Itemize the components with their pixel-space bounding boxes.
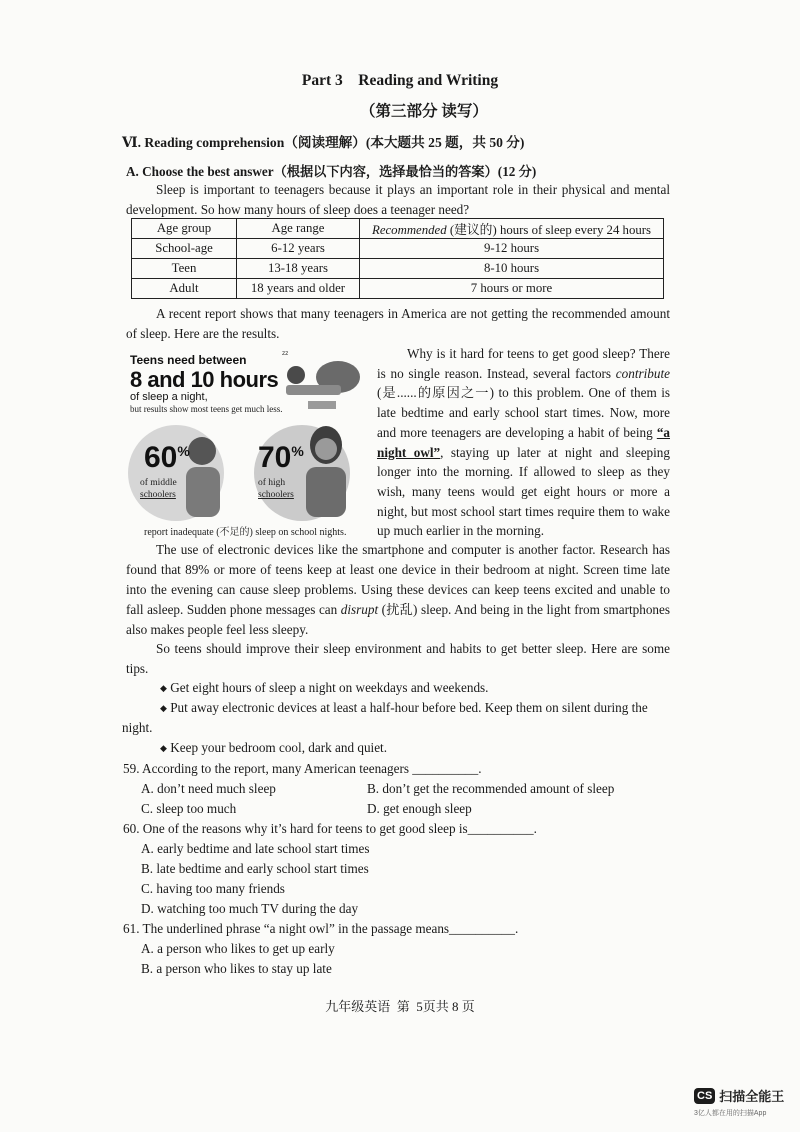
pct-high-label-a: of high: [258, 478, 286, 488]
table-header: Age range: [237, 219, 360, 239]
table-header-italic: Recommended: [372, 223, 447, 237]
tip-text: Keep your bedroom cool, dark and quiet.: [170, 740, 388, 755]
devices-text-2: (扰乱) sleep. And being in the light from smartphones also makes people feel less sleepy.: [126, 602, 670, 637]
word-contribute: contribute: [615, 365, 670, 381]
table-cell: Adult: [132, 279, 237, 299]
section-heading: Ⅵ. Reading comprehension（阅读理解）(本大题共 25 题，共 50 分): [122, 135, 525, 150]
table-cell: 13-18 years: [237, 259, 360, 279]
pct-middle: [144, 441, 190, 475]
option-59-c: C. sleep too much: [141, 801, 237, 816]
table-header-rest: (建议的) hours of sleep every 24 hours: [449, 223, 651, 237]
table-cell: 8-10 hours: [360, 259, 664, 279]
pct-high: [258, 441, 304, 475]
option-60-b: B. late bedtime and early school start times: [141, 861, 369, 876]
bullet-icon: ◆: [160, 703, 167, 713]
page-footer: 九年级英语 第 5页共 8 页: [325, 999, 475, 1014]
table-cell: 7 hours or more: [360, 279, 664, 299]
pct-middle-label-a: of middle: [140, 478, 177, 488]
infographic-line4: but results show most teens get much less.: [130, 404, 283, 414]
intro-paragraph: Sleep is important to teenagers because it plays an important role in their physical and mental development. So how many hours of sleep does a teenager need?: [126, 182, 670, 217]
student-image: [296, 421, 352, 521]
pct-symbol: %: [177, 443, 190, 459]
infographic-line3: of sleep a night,: [130, 391, 208, 403]
reasons-text-3: , staying up later at night and sleeping longer into the morning. If allowed to sleep as they wish, many teens would get eight hours or more a night, but most school start times require them to wake up much earlier in the morning.: [377, 444, 670, 539]
option-60-c: C. having too many friends: [141, 881, 285, 896]
option-59-a: A. don’t need much sleep: [141, 781, 276, 796]
bullet-icon: ◆: [160, 743, 167, 753]
infographic: [126, 345, 368, 540]
table-row: [132, 279, 664, 299]
report-paragraph: A recent report shows that many teenagers in America are not getting the recommended amount of sleep. Here are the results.: [126, 306, 670, 341]
question-59: 59. According to the report, many American teenagers __________.: [123, 761, 482, 776]
devices-paragraph: [126, 540, 670, 640]
table-cell: 9-12 hours: [360, 239, 664, 259]
option-59-b: B. don’t get the recommended amount of sleep: [367, 781, 615, 796]
table-row: [132, 259, 664, 279]
tip-text: Get eight hours of sleep a night on weekdays and weekends.: [170, 680, 489, 695]
table-header: Age group: [132, 219, 237, 239]
table-header-row: [132, 219, 664, 239]
infographic-line1: Teens need between: [130, 353, 247, 367]
table-cell: 18 years and older: [237, 279, 360, 299]
phrase-night-owl: “a night owl”: [377, 424, 670, 460]
scanner-watermark: [694, 1086, 784, 1118]
part-title: Part 3 Reading and Writing: [301, 72, 499, 89]
option-61-b: B. a person who likes to stay up late: [141, 961, 332, 976]
reasons-text-2: (是......的原因之一) to this problem. One of them is late bedtime and early school start times. Now, more and more teenagers are developing a habit of being: [377, 385, 670, 440]
tip-item: [160, 738, 670, 758]
scanner-name: 扫描全能王: [719, 1089, 785, 1104]
cs-logo-icon: CS: [694, 1088, 715, 1104]
table-header: [360, 219, 664, 239]
word-disrupt: disrupt: [340, 602, 379, 617]
question-61: 61. The underlined phrase “a night owl” in the passage means__________.: [123, 921, 519, 936]
pct-middle-value: 60: [144, 441, 178, 474]
sub-heading: A. Choose the best answer（根据以下内容，选择最恰当的答案）(12 分): [126, 164, 537, 179]
part-title-cn: （第三部分 读写）: [360, 103, 488, 120]
table-cell: School-age: [132, 239, 237, 259]
option-60-a: A. early bedtime and late school start times: [141, 841, 370, 856]
tip-item: [160, 698, 670, 718]
sleep-table: [131, 218, 664, 299]
reasons-paragraph: [377, 344, 670, 541]
svg-text:zz: zz: [282, 350, 289, 357]
sleeping-teen-image: [278, 347, 368, 417]
reasons-text-1: Why is it hard for teens to get good sleep? There is no single reason. Instead, several factors: [377, 346, 670, 381]
pct-high-label-b: schoolers: [258, 490, 294, 500]
tip-item: [160, 678, 670, 698]
tip-text: Put away electronic devices at least a half-hour before bed. Keep them on silent during the: [170, 700, 648, 715]
table-cell: 6-12 years: [237, 239, 360, 259]
tips-paragraph: So teens should improve their sleep environment and habits to get better sleep. Here are some tips.: [126, 641, 670, 676]
option-59-d: D. get enough sleep: [367, 801, 472, 816]
tip-continuation: night.: [122, 720, 153, 735]
pct-high-value: 70: [258, 441, 292, 474]
scanner-tagline: 3亿人都在用的扫描App: [694, 1110, 767, 1117]
table-cell: Teen: [132, 259, 237, 279]
pct-symbol: %: [291, 443, 304, 459]
option-60-d: D. watching too much TV during the day: [141, 901, 359, 916]
infographic-caption: report inadequate (不足的) sleep on school nights.: [144, 527, 347, 538]
bullet-icon: ◆: [160, 683, 167, 693]
table-row: [132, 239, 664, 259]
pct-middle-label-b: schoolers: [140, 490, 176, 500]
option-61-a: A. a person who likes to get up early: [141, 941, 335, 956]
infographic-headline: 8 and 10 hours: [130, 367, 279, 392]
question-60: 60. One of the reasons why it’s hard for teens to get good sleep is__________.: [123, 821, 537, 836]
devices-text-1: The use of electronic devices like the smartphone and computer is another factor. Research has found that 89% or more of teens keep at least one device in their bedroom at night. Screen time late into the evening can cause sleep problems. Using these devices can keep teens excited and unable to fall asleep. Sudden phone messages can: [126, 542, 670, 617]
